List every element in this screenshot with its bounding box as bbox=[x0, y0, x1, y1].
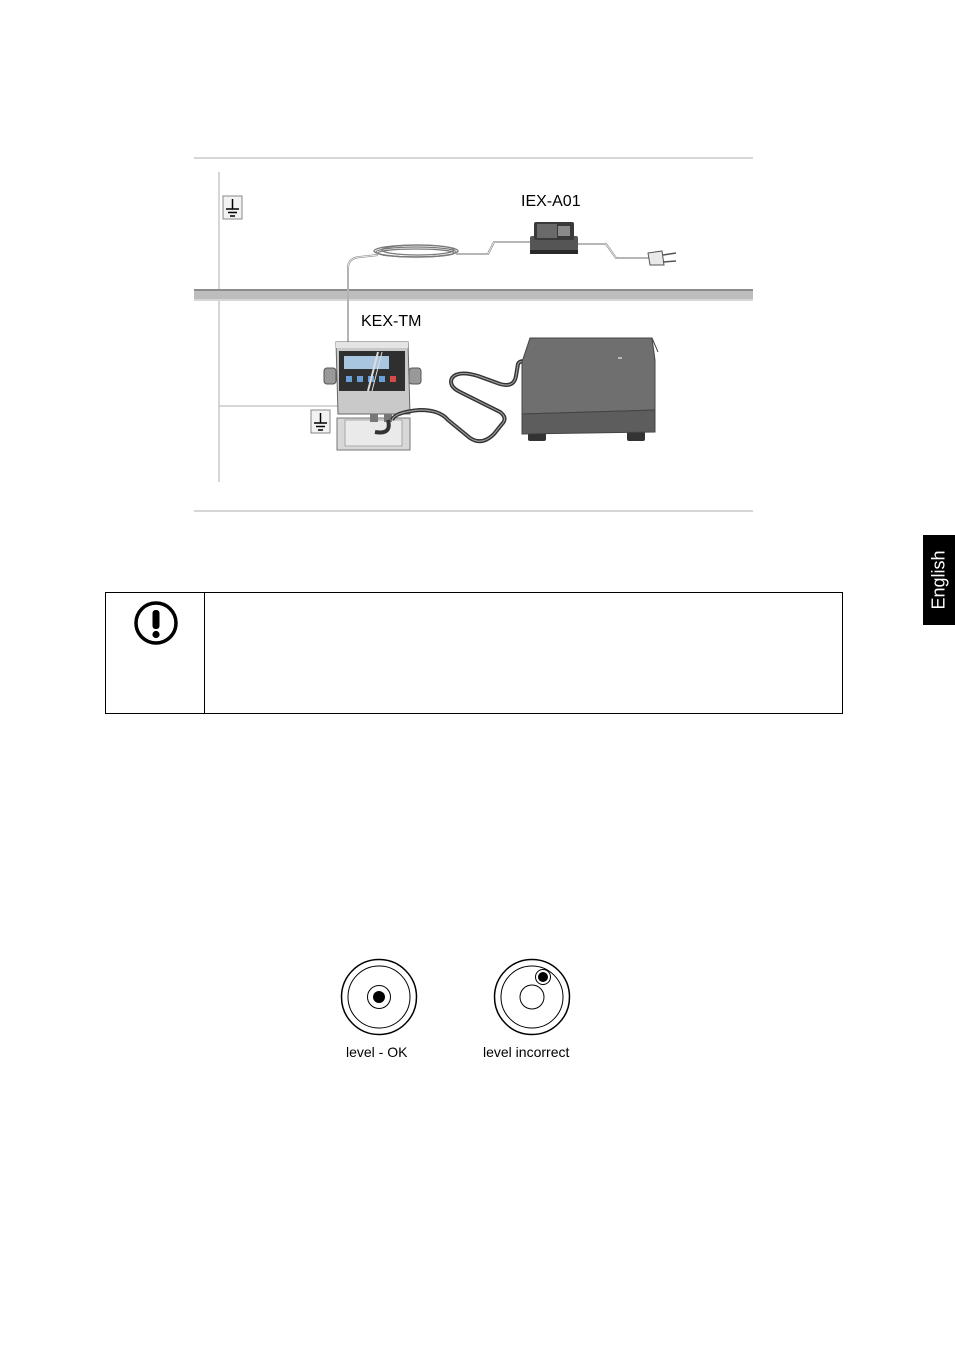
power-adapter bbox=[530, 222, 578, 254]
weighing-platform bbox=[522, 338, 658, 441]
notice-box bbox=[105, 592, 843, 714]
connection-diagram bbox=[0, 0, 955, 520]
coiled-cable bbox=[374, 245, 458, 257]
ground-icon bbox=[223, 196, 242, 219]
weighing-indicator bbox=[324, 342, 421, 450]
language-tab bbox=[923, 535, 955, 625]
language-tab-label: English bbox=[928, 550, 949, 610]
bubble-level-incorrect bbox=[495, 960, 570, 1035]
level-incorrect-label: level incorrect bbox=[483, 1044, 570, 1060]
bubble-level-ok bbox=[342, 960, 417, 1035]
ground-icon bbox=[311, 410, 330, 433]
power-plug bbox=[648, 251, 676, 265]
notice-icon-cell bbox=[106, 593, 205, 713]
exclamation-circle-icon bbox=[132, 599, 180, 647]
adapter-label: IEX-A01 bbox=[521, 193, 581, 210]
indicator-label: KEX-TM bbox=[361, 313, 422, 330]
level-ok-label: level - OK bbox=[346, 1044, 408, 1060]
